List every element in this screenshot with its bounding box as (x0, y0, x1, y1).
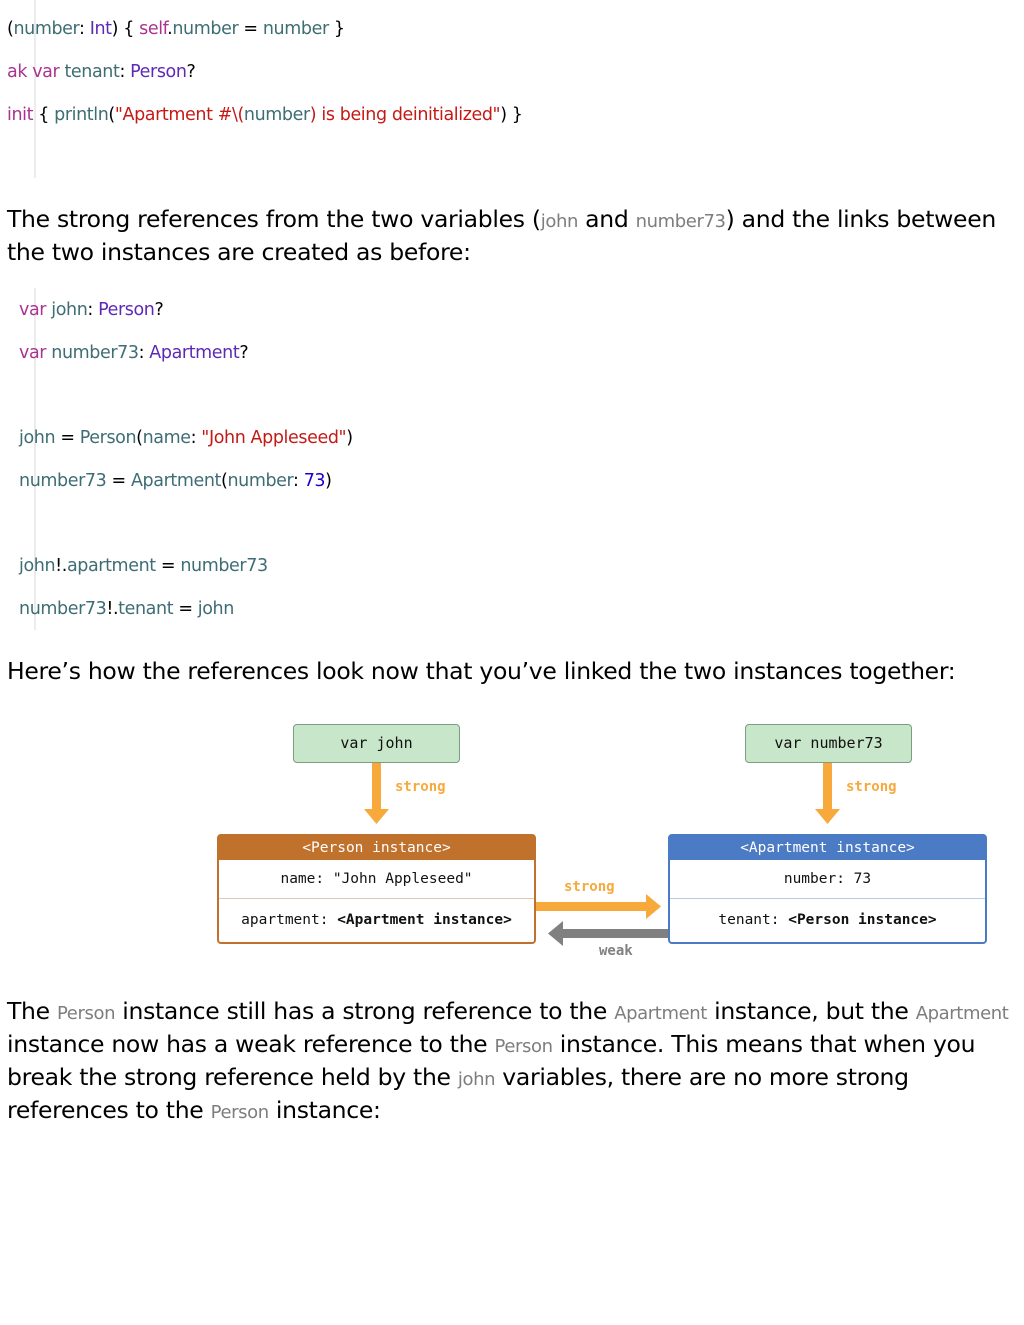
code-token: ) (325, 470, 332, 491)
code-token: 73 (303, 470, 326, 491)
inline-code-person: Person (494, 1036, 553, 1057)
inline-code-apartment: Apartment (614, 1003, 707, 1024)
code-token: = (238, 19, 263, 39)
code-line (7, 105, 523, 125)
inline-code-apartment: Apartment (915, 1003, 1009, 1024)
code-token: init (7, 105, 34, 125)
paragraph-linked-instances: Here’s how the references look now that you’ve linked the two instances together: (7, 657, 956, 685)
code-token: Apartment (149, 342, 240, 363)
code-token: ? (186, 62, 196, 82)
code-token: number73 (19, 598, 107, 619)
code-token: john (19, 428, 56, 449)
code-token: !. (55, 556, 67, 577)
strong-label-apartment: strong (564, 879, 615, 895)
code-token: Person (130, 62, 187, 82)
code-token: . (167, 19, 173, 39)
code-token: ( (108, 105, 115, 125)
code-token: } (328, 19, 345, 39)
apartment-instance-header: <Apartment instance> (670, 836, 985, 860)
code-token: number (243, 105, 310, 125)
code-line (19, 428, 353, 448)
code-line (19, 556, 268, 576)
code-token: ak var (7, 62, 60, 82)
code-token: number (262, 19, 329, 39)
code-token: : (119, 62, 131, 82)
strong-arrow-john (364, 763, 389, 824)
code-line (19, 471, 332, 491)
code-token: ) { (111, 19, 140, 39)
paragraph-strong-references: The strong references from the two variables (john and number73) and the links between the two instances are created as before: (7, 205, 996, 266)
code-token: { (33, 105, 55, 125)
inline-code-john: john (540, 211, 578, 232)
code-token: : (293, 470, 304, 491)
code-token: : (79, 19, 90, 39)
inline-code-number73: number73 (635, 211, 726, 232)
code-token: john (51, 300, 88, 320)
code-line (7, 19, 345, 39)
apartment-number-row: number: 73 (670, 860, 985, 899)
code-token: number73 (51, 342, 139, 363)
person-instance-box (217, 834, 536, 944)
code-token: number (227, 470, 294, 491)
code-token: apartment (66, 556, 156, 577)
apartment-tenant-row: tenant: <Person instance> (718, 912, 937, 928)
code-line (19, 343, 248, 363)
code-token: = (173, 598, 198, 619)
code-line (19, 599, 234, 619)
inline-code-john: john (457, 1069, 496, 1090)
code-token: var (19, 342, 47, 363)
strong-arrow-number73 (815, 763, 840, 824)
code-token: Int (89, 19, 112, 39)
person-instance-header: <Person instance> (219, 836, 534, 860)
code-token: = (106, 470, 131, 491)
code-token: ( (136, 428, 143, 449)
code-token: ? (239, 342, 249, 363)
code-token: println (54, 105, 109, 125)
code-token: john (197, 598, 234, 619)
code-token: number73 (19, 470, 107, 491)
inline-code-person: Person (210, 1102, 269, 1123)
code-token: ) is being deinitialized" (309, 105, 501, 125)
code-token: Person (79, 428, 137, 449)
code-token: number73 (180, 556, 268, 577)
inline-code-person: Person (56, 1003, 116, 1024)
code-token: var (19, 300, 47, 320)
code-token: john (19, 556, 56, 577)
code-token: "Apartment #\( (114, 105, 244, 125)
var-number73-box: var number73 (745, 724, 912, 763)
apartment-instance-box (668, 834, 987, 944)
code-token: number (172, 19, 239, 39)
person-name-row: name: "John Appleseed" (219, 860, 534, 899)
code-token: : (190, 428, 202, 449)
code-token: ( (7, 19, 14, 39)
var-john-box: var john (293, 724, 460, 763)
code-token: ( (221, 470, 228, 491)
code-token: tenant (118, 598, 174, 619)
code-token: ) (346, 428, 353, 449)
person-apartment-row: apartment: <Apartment instance> (241, 912, 512, 928)
strong-arrow-apartment (536, 894, 661, 919)
code-token: ) } (500, 105, 523, 125)
code-token: self (139, 19, 168, 39)
code-line (7, 62, 195, 82)
reference-diagram (0, 715, 1024, 975)
code-token: ? (154, 300, 164, 320)
code-token: !. (106, 598, 119, 619)
code-token: "John Appleseed" (201, 428, 347, 449)
code-token: Person (98, 300, 155, 320)
code-token: number (13, 19, 80, 39)
code-block-top (7, 0, 1007, 178)
code-token: : (87, 300, 99, 320)
code-token: name (142, 428, 191, 449)
weak-label-tenant: weak (599, 943, 633, 959)
code-block-mid (19, 288, 999, 630)
code-token: = (55, 428, 80, 449)
code-token: tenant (64, 62, 120, 82)
code-token: : (138, 342, 150, 363)
code-token: = (155, 556, 181, 577)
strong-label-number73: strong (846, 779, 897, 795)
strong-label-john: strong (395, 779, 446, 795)
code-line (19, 300, 163, 320)
paragraph-weak-reference: The Person instance still has a strong reference to the Apartment instance, but the Apartment instance now has a weak reference to the Person instance. This means that when you break the strong reference held by the john variables, there are no more strong references to the Person instance: (7, 997, 1009, 1124)
code-token: Apartment (130, 470, 221, 491)
